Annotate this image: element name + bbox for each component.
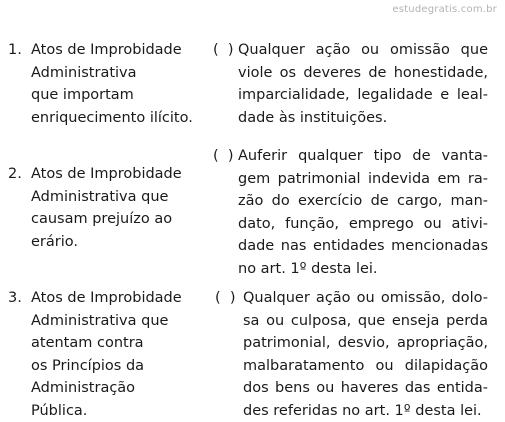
answer-blank[interactable]: ( ) [215, 290, 236, 306]
right-description [243, 287, 488, 422]
right-line: viole os deveres de honestidade, [238, 64, 488, 81]
left-line: Administrativa que [31, 312, 169, 329]
right-line: malbaratamento ou dilapidação [243, 357, 488, 374]
left-description [31, 287, 209, 422]
left-line: Atos de Improbidade [31, 42, 182, 58]
right-line: imparcialidade, legalidade e leal- [238, 87, 488, 103]
left-line: os Princípios da [31, 357, 145, 374]
right-line: Qualquer ação ou omissão que [238, 42, 488, 58]
right-line: gem patrimonial indevida em ra- [238, 170, 488, 187]
left-line: Atos de Improbidade [31, 290, 182, 306]
left-line: erário. [31, 233, 78, 250]
left-line: Pública. [31, 402, 88, 419]
right-line: dos bens ou haveres das entida- [243, 380, 488, 396]
item-number: 3. [8, 290, 22, 306]
answer-blank[interactable]: ( ) [213, 148, 234, 164]
left-description [31, 163, 209, 253]
right-line: sa ou culposa, que enseja perda [243, 312, 488, 329]
left-line: enriquecimento ilícito. [31, 109, 193, 126]
left-line: Atos de Improbidade [31, 166, 182, 182]
watermark: estudegratis.com.br [392, 4, 497, 15]
left-line: atentam contra [31, 335, 144, 351]
left-line: causam prejuízo ao [31, 211, 173, 227]
item-number: 1. [8, 42, 22, 58]
left-line: Administrativa que [31, 188, 169, 205]
right-line: no art. 1º desta lei. [238, 260, 378, 277]
item-number: 2. [8, 166, 22, 182]
right-line: dade às instituições. [238, 109, 388, 126]
right-line: zão do exercício de cargo, man- [238, 193, 488, 209]
right-line: Auferir qualquer tipo de vanta- [238, 148, 488, 164]
right-description [238, 145, 488, 280]
left-line: Administração [31, 380, 136, 396]
right-line: des referidas no art. 1º desta lei. [243, 402, 482, 419]
right-line: dato, função, emprego ou ativi- [238, 215, 488, 232]
left-line: que importam [31, 87, 134, 103]
right-line: patrimonial, desvio, apropriação, [243, 335, 488, 351]
left-description [31, 39, 209, 129]
right-line: Qualquer ação ou omissão, dolo- [243, 290, 488, 306]
right-description [238, 39, 488, 129]
left-line: Administrativa [31, 64, 137, 81]
answer-blank[interactable]: ( ) [213, 42, 234, 58]
right-line: dade nas entidades mencionadas [238, 238, 488, 254]
